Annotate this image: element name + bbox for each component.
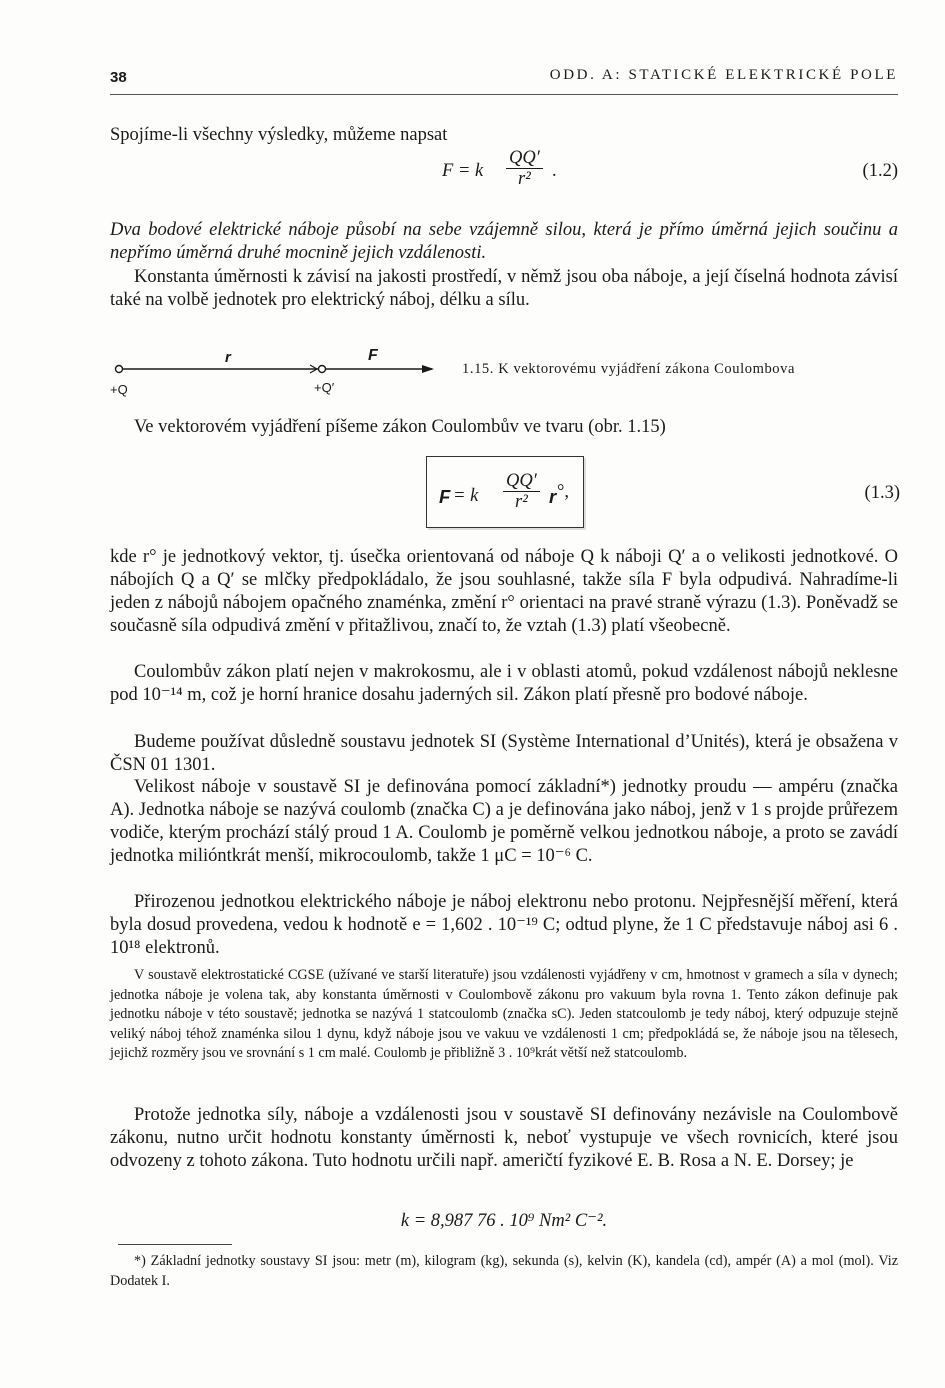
para-si: Budeme používat důsledně soustavu jednotek SI (Système International d’Unités), která je obsažena v ČSN 01 1301.	[110, 732, 898, 775]
equation-1-2	[110, 150, 898, 190]
para-macro: Coulombův zákon platí nejen v makrokosmu, ale i v oblasti atomů, pokud vzdálenost nábojů neklesne pod 10⁻¹⁴ m, což je horní hranice dosahu jaderných sil. Zákon platí přesně pro bodové náboje.	[110, 662, 898, 705]
law-statement: Dva bodové elektrické náboje působí na sebe vzájemně silou, která je přímo úměrná jejich součinu a nepřímo úměrná druhé mocnině jejich vzdálenosti.	[110, 220, 898, 263]
eq-1-2-denominator: r²	[518, 169, 531, 189]
page-header	[110, 66, 898, 88]
equation-k: k = 8,987 76 . 10⁹ Nm² C⁻².	[400, 1211, 608, 1231]
eq-1-3-denominator: r²	[515, 492, 528, 512]
charge-q2-circle	[319, 366, 326, 373]
eq-1-3-lhs-vector: F	[439, 486, 451, 507]
label-F: F	[368, 347, 378, 364]
eq-1-3-unit-vector: r	[549, 486, 557, 507]
para-charge: Velikost náboje v soustavě SI je definována pomocí základní*) jednotky proudu — ampéru (značka A). Jednotka náboje se nazývá coulomb (značka C) a je definována jako náboj, jenž v 1 s projde průřezem vodiče, kterým prochází stálý proud 1 A. Coulomb je poměrně velkou jednotkou náboje, a proto se zavádí jednotka milióntkrát menší, mikrocoulomb, takže 1 μC = 10⁻⁶ C.	[110, 777, 898, 866]
eq-1-3-fraction	[503, 471, 540, 512]
figure-caption: 1.15. K vektorovému vyjádření zákona Coulombova	[462, 361, 796, 377]
small-note: V soustavě elektrostatické CGSE (užívané ve starší literatuře) jsou vzdálenosti vyjádřeny v cm, hmotnost v gramech a síla v dynech; jednotka náboje je volena tak, aby konstanta úměrnosti v Coulombově zákonu pro vakuum byla rovna 1. Tento zákon definuje pak jednotku náboje v této soustavě; jednotka se nazývá 1 statcoulomb (značka sC). Jeden statcoulomb je tedy náboj, který odpuzuje stejně veliký náboj téhož znaménka silou 1 dynu, když náboje jsou ve vakuu ve vzdálenosti 1 cm; předpokládá se, že náboje jsou na tělesech, jejichž rozměry jsou ve srovnání s 1 cm malé. Coulomb je přibližně 3 . 10⁹krát větší než statcoulomb.	[110, 967, 898, 1061]
para-unit-vector: kde r° je jednotkový vektor, tj. úsečka orientovaná od náboje Q k náboji Q′ a o velikosti jednotkové. O nábojích Q a Q′ se mlčky předpokládalo, že jsou souhlasné, takže síla F byla odpudivá. Nahradíme-li jeden z nábojů nábojem opačného znaménka, změní r° orientaci na pravé straně výrazu (1.3). Poněvadž se současně síla odpudivá změní v přitažlivou, značí to, že vztah (1.3) platí všeobecně.	[110, 547, 898, 636]
book-page	[110, 0, 900, 1388]
figure-diagram	[110, 348, 450, 398]
header-rule	[110, 94, 898, 95]
running-title: ODD. A: STATICKÉ ELEKTRICKÉ POLE	[549, 67, 898, 83]
label-q1: +Q	[110, 382, 128, 397]
para-vector: Ve vektorovém vyjádření píšeme zákon Coulombův ve tvaru (obr. 1.15)	[134, 417, 666, 437]
eq-1-2-numerator: QQ′	[506, 148, 543, 169]
eq-1-3-number: (1.3)	[864, 483, 900, 503]
label-r: r	[225, 349, 231, 366]
page-number: 38	[110, 69, 127, 86]
equation-1-3-box	[426, 456, 584, 528]
footnote: *) Základní jednotky soustavy SI jsou: metr (m), kilogram (kg), sekunda (s), kelvin (K), kandela (cd), ampér (A) a mol (mol). Viz Dodatek I.	[110, 1253, 898, 1289]
force-arrow-icon	[422, 365, 434, 373]
footnote-rule	[118, 1244, 232, 1245]
eq-1-3-numerator: QQ′	[503, 471, 540, 492]
intro-line: Spojíme-li všechny výsledky, můžeme napsat	[110, 125, 448, 145]
label-q2: +Q′	[314, 380, 335, 395]
eq-1-2-number: (1.2)	[862, 161, 898, 181]
eq-1-2-lhs: F = k	[442, 161, 484, 181]
para-electron: Přirozenou jednotkou elektrického náboje je náboj elektronu nebo protonu. Nejpřesnější měření, která byla dosud provedena, vedou k hodnotě e = 1,602 . 10⁻¹⁹ C; odtud plyne, že 1 C představuje náboj asi 6 . 10¹⁸ elektronů.	[110, 892, 898, 958]
eq-1-2-fraction	[506, 148, 543, 189]
eq-1-3-lhs: = k	[453, 486, 479, 506]
para-constant: Konstanta úměrnosti k závisí na jakosti prostředí, v němž jsou oba náboje, a její číselná hodnota závisí také na volbě jednotek pro elektrický náboj, délku a sílu.	[110, 267, 898, 310]
para-constant-value: Protože jednotka síly, náboje a vzdálenosti jsou v soustavě SI definovány nezávisle na Coulombově zákonu, nutno určit hodnotu konstanty úměrnosti k, neboť vystupuje ve všech rovnicích, které jsou odvozeny z tohoto zákona. Tuto hodnotu určili např. američtí fyzikové E. B. Rosa a N. E. Dorsey; je	[110, 1105, 898, 1171]
charge-q1-circle	[116, 366, 123, 373]
eq-1-2-tail: .	[552, 161, 557, 181]
eq-1-3-tail: °,	[557, 482, 570, 502]
